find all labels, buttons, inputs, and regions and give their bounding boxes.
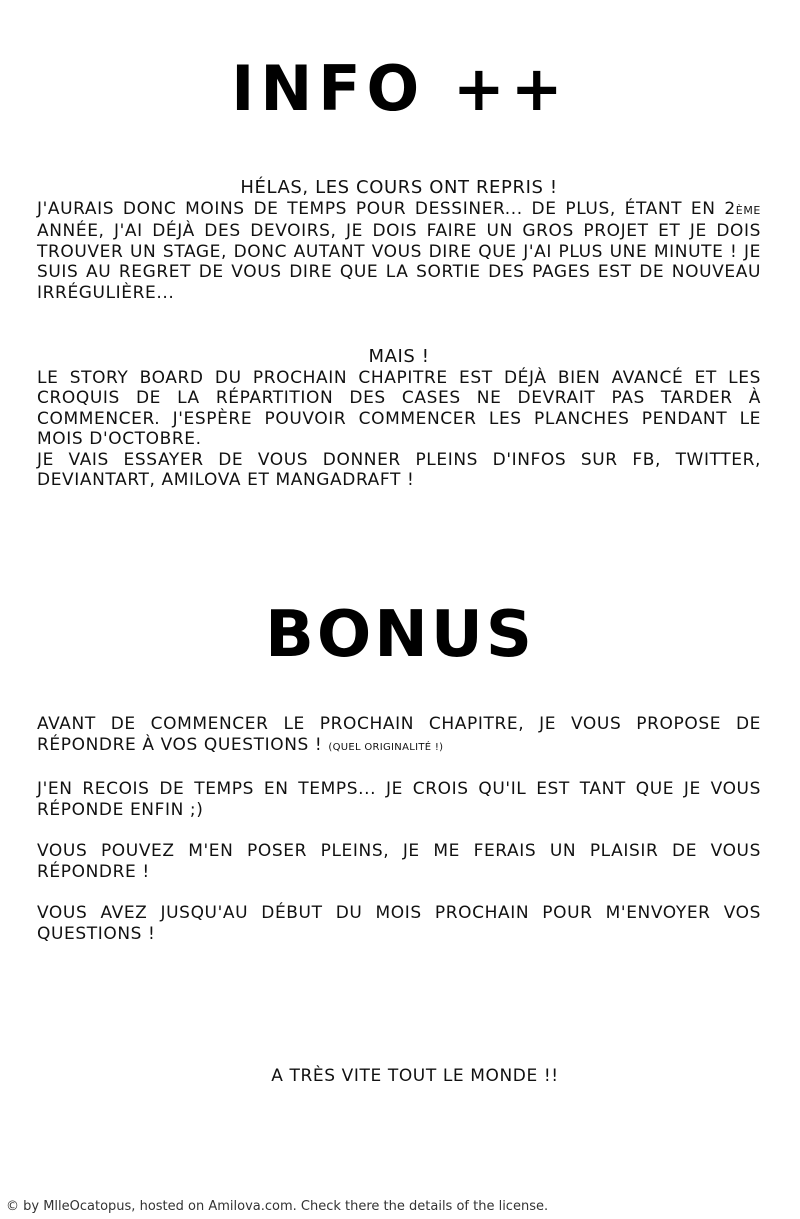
mais-paragraph-2: JE VAIS ESSAYER DE VOUS DONNER PLEINS D'INFOS SUR FB, TWITTER, DEVIANTART, AMILOVA ET MANGADRAFT ! [37,449,761,490]
year-suffix: ÈME [735,203,761,217]
bonus-paragraph-3: VOUS POUVEZ M'EN POSER PLEINS, JE ME FERAIS UN PLAISIR DE VOUS RÉPONDRE ! [37,841,761,882]
helas-heading: HÉLAS, LES COURS ONT REPRIS ! [240,177,558,198]
bonus-p1-aside: (QUEL ORIGINALITÉ !) [328,741,444,753]
year-number: 2 [724,198,736,219]
license-notice: © by MlleOcatopus, hosted on Amilova.com. Check there the details of the license. [6,1199,549,1214]
bonus-paragraph-1 [37,714,761,758]
mais-section [37,347,761,491]
mais-paragraph-1: LE STORY BOARD DU PROCHAIN CHAPITRE EST DÉJÀ BIEN AVANCÉ ET LES CROQUIS DE LA RÉPARTITION DES CASES NE DEVRAIT PAS TARDER À COMMENCER. J'ESPÈRE POUVOIR COMMENCER LES PLANCHES PENDANT LE MOIS D'OCTOBRE. [37,367,761,449]
bonus-p1-text: AVANT DE COMMENCER LE PROCHAIN CHAPITRE, JE VOUS PROPOSE DE RÉPONDRE À VOS QUESTIONS ! [37,714,761,755]
bonus-section [37,714,761,965]
helas-rest: ANNÉE, J'AI DÉJÀ DES DEVOIRS, JE DOIS FAIRE UN GROS PROJET ET JE DOIS TROUVER UN STAGE, DONC AUTANT VOUS DIRE QUE J'AI PLUS UNE MINUTE ! JE SUIS AU REGRET DE VOUS DIRE QUE LA SORTIE DES PAGES EST DE NOUVEAU IRRÉGULIÈRE... [37,221,761,303]
bonus-title: BONUS [265,598,535,672]
mais-heading: MAIS ! [368,346,430,367]
bonus-paragraph-2: J'EN RECOIS DE TEMPS EN TEMPS... JE CROIS QU'IL EST TANT QUE JE VOUS RÉPONDE ENFIN ;) [37,779,761,820]
helas-line1: J'AURAIS DONC MOINS DE TEMPS POUR DESSINER... DE PLUS, ÉTANT EN [37,198,716,219]
bonus-paragraph-4: VOUS AVEZ JUSQU'AU DÉBUT DU MOIS PROCHAIN POUR M'ENVOYER VOS QUESTIONS ! [37,903,761,944]
helas-section [37,178,761,303]
helas-paragraph [37,199,761,304]
info-title: INFO ++ [231,52,569,125]
closing-line: A TRÈS VITE TOUT LE MONDE !! [271,1066,559,1086]
